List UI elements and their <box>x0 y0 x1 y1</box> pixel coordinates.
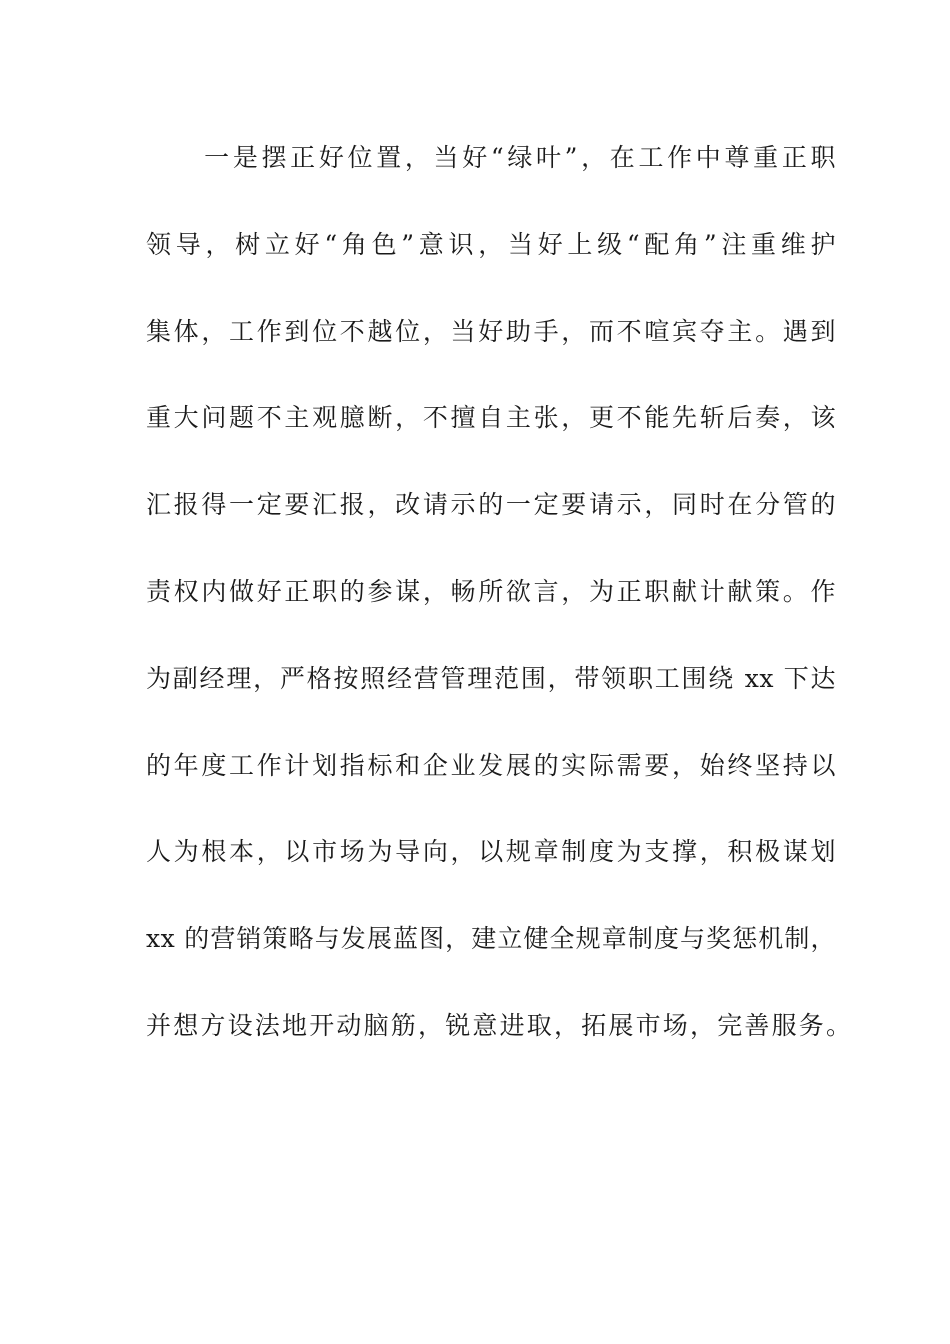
body-paragraph <box>146 133 854 1088</box>
line-text: 的年度工作计划指标和企业发展的实际需要，始终坚持以 <box>146 750 836 780</box>
paragraph-line <box>146 827 836 914</box>
paragraph-line <box>146 1001 854 1088</box>
paragraph-line <box>146 220 836 307</box>
paragraph-line <box>146 393 836 480</box>
line-text: 一是摆正好位置，当好“绿叶”，在工作中尊重正职 <box>201 143 836 172</box>
line-text: 为副经理，严格按照经营管理范围，带领职工围绕 xx 下达 <box>146 663 836 693</box>
paragraph-line <box>146 654 836 741</box>
line-text: 人为根本，以市场为导向，以规章制度为支撑，积极谋划 <box>146 837 836 867</box>
line-text: 领导，树立好“角色”意识，当好上级“配角”注重维护 <box>146 229 836 259</box>
paragraph-line <box>146 307 836 394</box>
paragraph-line <box>146 741 836 828</box>
line-text: 集体，工作到位不越位，当好助手，而不喧宾夺主。遇到 <box>146 316 836 346</box>
line-text: xx 的营销策略与发展蓝图，建立健全规章制度与奖惩机制， <box>146 924 836 954</box>
line-text: 汇报得一定要汇报，改请示的一定要请示，同时在分管的 <box>146 490 836 520</box>
paragraph-line <box>146 914 836 1001</box>
line-text: 重大问题不主观臆断，不擅自主张，更不能先斩后奏，该 <box>146 403 836 433</box>
paragraph-line <box>146 480 836 567</box>
paragraph-line <box>146 133 836 220</box>
paragraph-line <box>146 567 836 654</box>
line-text: 责权内做好正职的参谋，畅所欲言，为正职献计献策。作 <box>146 576 836 606</box>
line-text: 并想方设法地开动脑筋，锐意进取，拓展市场，完善服务。 <box>146 1010 854 1040</box>
